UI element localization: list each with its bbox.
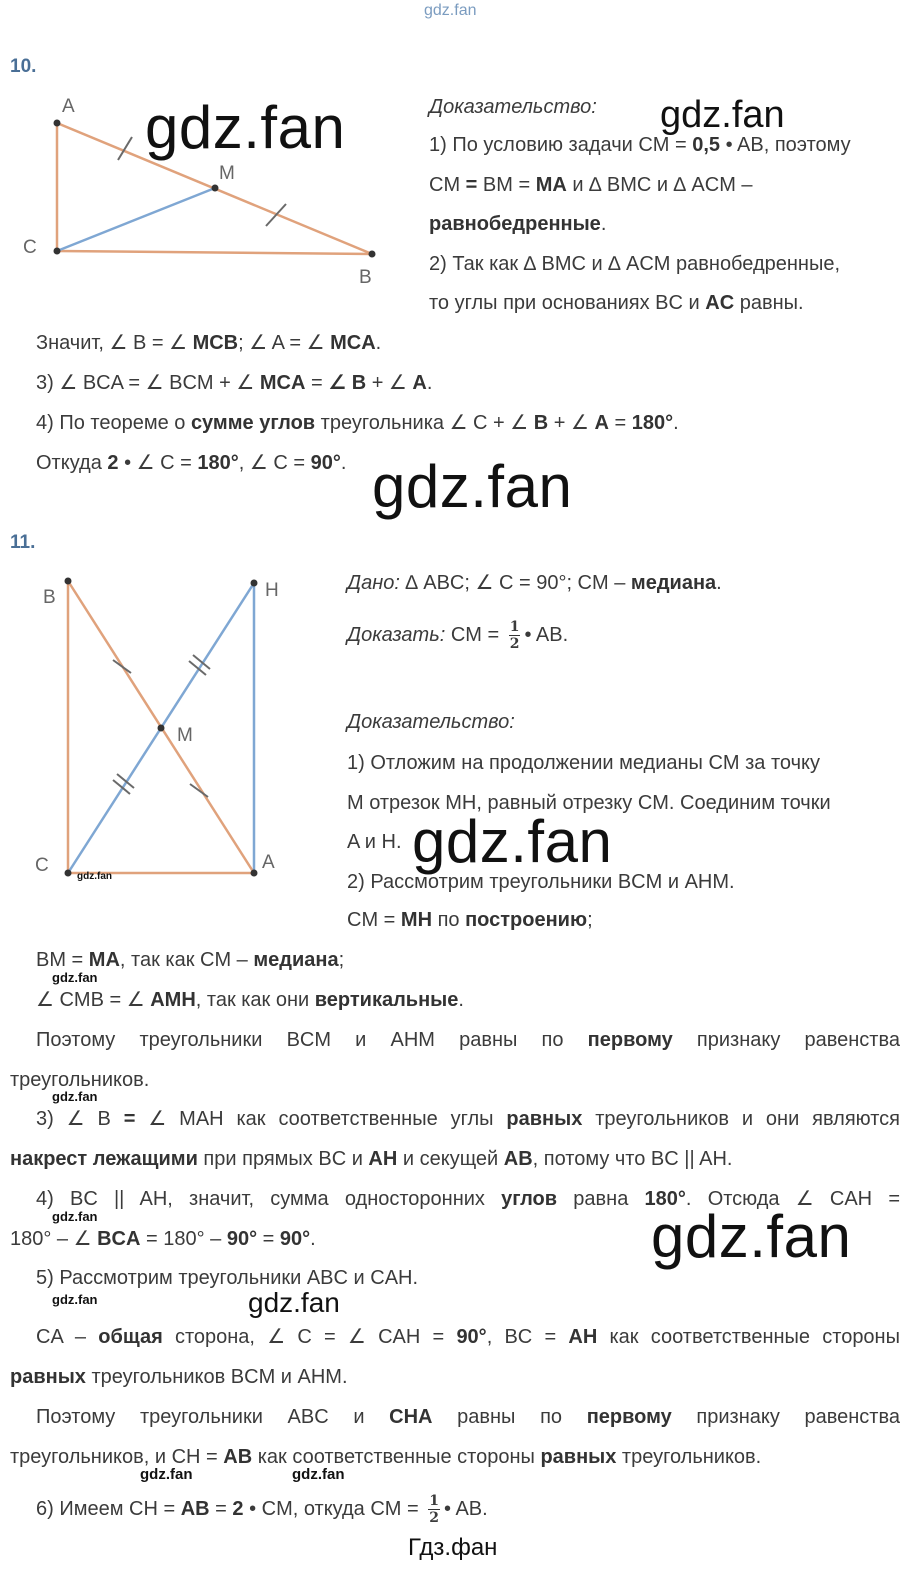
median-cm [57, 188, 215, 251]
proof11-line3: A и H. [347, 831, 402, 853]
proof11-line19: 6) Имеем CH = AB = 2 • CM, откуда CM = $\frac{1}{2}$ • AB. [36, 1493, 488, 1526]
proof11-line2: M отрезок MH, равный отрезку CM. Соединим точки [347, 792, 831, 814]
proof10-line2: CM = BM = MA и ∆ BMC и ∆ ACM – [429, 174, 753, 196]
watermark-small: gdz.fan [292, 1466, 345, 1483]
tick-bm [113, 660, 131, 673]
proof11-line4: 2) Рассмотрим треугольники BCM и AHM. [347, 871, 735, 893]
proof10-line6: Значит, ∠ B = ∠ MCB; ∠ A = ∠ MCA. [36, 332, 382, 354]
watermark-big: gdz.fan [412, 808, 613, 875]
watermark-small: gdz.fan [52, 1209, 98, 1224]
proof11-line14: 5) Рассмотрим треугольники ABC и CAH. [36, 1267, 419, 1289]
watermark-small: gdz.fan [77, 871, 112, 882]
watermark-small: gdz.fan [52, 1089, 98, 1104]
label-m: M [219, 163, 235, 184]
proof11-line1: 1) Отложим на продолжении медианы CM за точку [347, 752, 820, 774]
proof11-line15: CA – общая сторона, ∠ C = ∠ CAH = 90°, BC = AH как соответственные стороны [36, 1326, 900, 1348]
proof10-line4: 2) Так как ∆ BMC и ∆ ACM равнобедренные, [429, 253, 841, 275]
label-a: A [62, 96, 75, 117]
point-c [65, 870, 72, 877]
label-m: M [177, 725, 193, 746]
proof10-line1: 1) По условию задачи CM = 0,5 • AB, поэтому [429, 134, 851, 156]
point-m [158, 725, 165, 732]
proof11-line13: 180° – ∠ BCA = 180° – 90° = 90°. [10, 1228, 316, 1250]
prove-line: Доказать: CM = $\frac{1}{2}$ • AB. [347, 619, 569, 652]
label-b: B [359, 267, 372, 288]
proof11-line17: Поэтому треугольники ABC и CHA равны по первому признаку равенства [36, 1406, 900, 1428]
proof11-line7: ∠ CMB = ∠ AMH, так как они вертикальные. [36, 989, 464, 1011]
label-c: C [35, 855, 49, 876]
point-c [54, 248, 61, 255]
top-watermark: gdz.fan [424, 2, 477, 19]
watermark-big: gdz.fan [145, 94, 346, 161]
proof10-line7: 3) ∠ BCA = ∠ BCM + ∠ MCA = ∠ B + ∠ A. [36, 372, 433, 394]
label-c: C [23, 237, 37, 258]
watermark-big: gdz.fan [651, 1203, 852, 1270]
proof11-line8: Поэтому треугольники BCM и AHM равны по первому признаку равенства [36, 1029, 900, 1051]
point-b [65, 578, 72, 585]
proof10-line5: то углы при основаниях BC и AC равны. [429, 292, 804, 314]
proof11-line16: равных треугольников BCM и AHM. [10, 1366, 348, 1388]
fraction-one-half: $\frac{1}{2}$ [429, 1493, 439, 1526]
proof11-line10: 3) ∠ B = ∠ MAH как соответственные углы равных треугольников и они являются [36, 1108, 900, 1130]
point-b [369, 251, 376, 258]
point-h [251, 580, 258, 587]
problem-10-number: 10. [10, 56, 37, 77]
label-a: A [262, 852, 275, 873]
label-h: H [265, 580, 279, 601]
point-a [251, 870, 258, 877]
proof11-line5: CM = MH по построению; [347, 909, 593, 931]
proof11-line11: накрест лежащими при прямых BC и AH и секущей AB, потому что BC || AH. [10, 1148, 733, 1170]
proof11-line6: BM = MA, так как CM – медиана; [36, 949, 345, 971]
watermark-big: gdz.fan [372, 453, 573, 520]
problem-11-number: 11. [10, 532, 36, 553]
tick-mb [266, 204, 286, 226]
watermark-mid: gdz.fan [660, 94, 785, 136]
proof10-line9: Откуда 2 • ∠ C = 180°, ∠ C = 90°. [36, 452, 347, 474]
given-line: Дано: ∆ ABC; ∠ C = 90°; CM – медиана. [347, 572, 722, 594]
watermark-mid: gdz.fan [248, 1287, 340, 1318]
proof10-line8: 4) По теореме о сумме углов треугольника ∠ C + ∠ B + ∠ A = 180°. [36, 412, 679, 434]
footer-watermark: Гдз.фан [408, 1534, 498, 1561]
proof11-line18: треугольников, и CH = AB как соответственные стороны равных треугольников. [10, 1446, 762, 1468]
proof11-line12: 4) BC || AH, значит, сумма односторонних углов равна 180°. Отсюда ∠ CAH = [36, 1188, 901, 1210]
side-cb [57, 251, 372, 254]
proof10-line3: равнобедренные. [429, 213, 607, 235]
proof-title-11: Доказательство: [347, 711, 515, 733]
watermark-small: gdz.fan [52, 1292, 98, 1307]
fraction-one-half: $\frac{1}{2}$ [509, 619, 520, 652]
watermark-small: gdz.fan [140, 1466, 193, 1483]
label-b: B [43, 587, 56, 608]
point-m [212, 185, 219, 192]
proof11-line9: треугольников. [10, 1069, 150, 1091]
proof-title-10: Доказательство: [429, 96, 597, 118]
watermark-small: gdz.fan [52, 970, 98, 985]
point-a [54, 120, 61, 127]
figure-11-construction [25, 565, 325, 890]
